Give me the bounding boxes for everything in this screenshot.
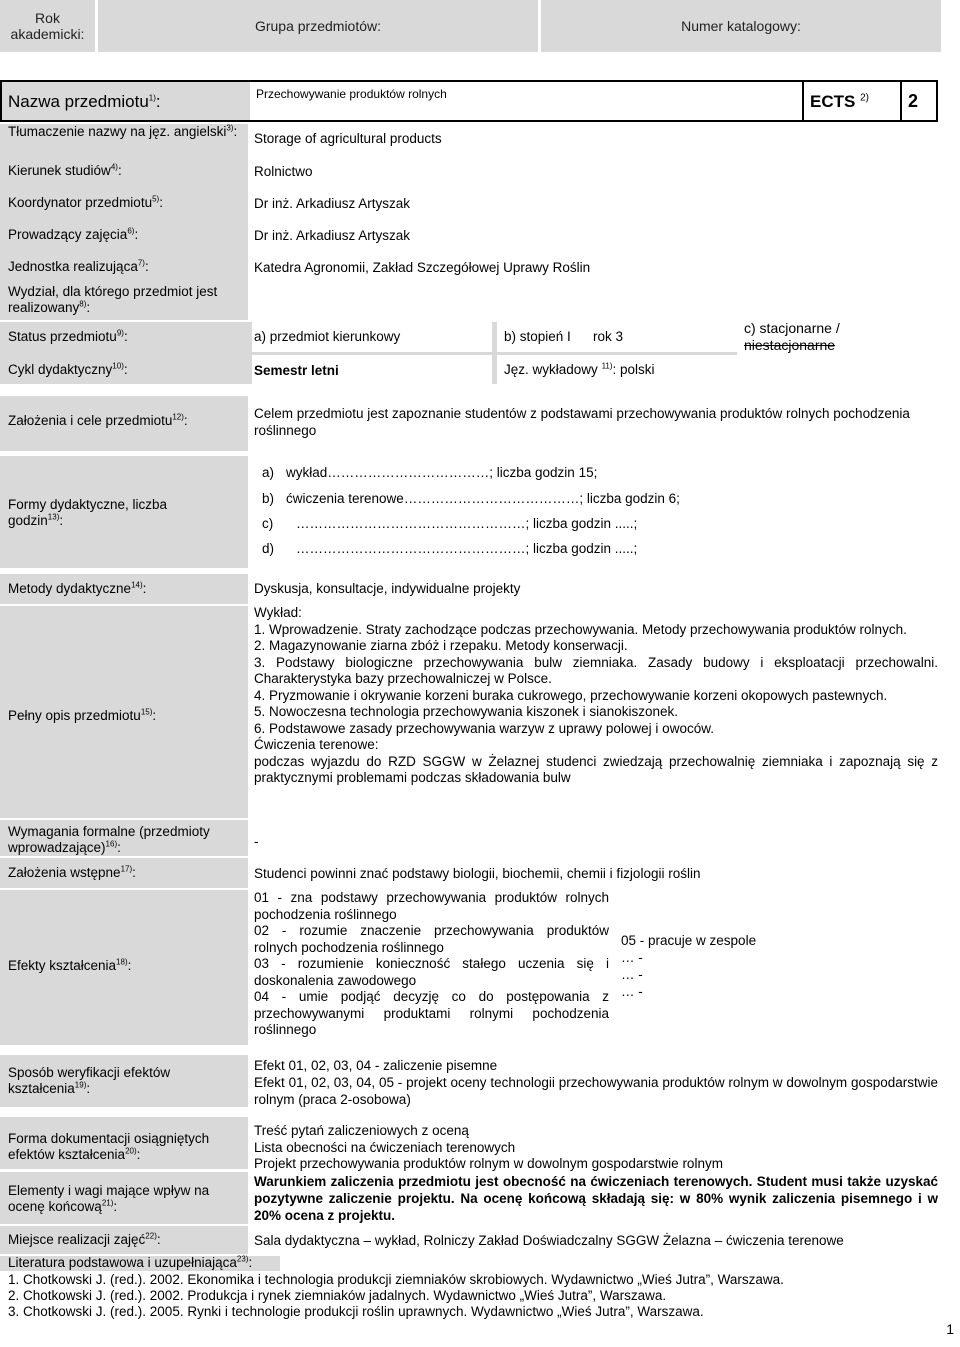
status-c: c) stacjonarne / niestacjonarne <box>744 320 840 353</box>
literatura-item: 3. Chotkowski J. (red.). 2005. Rynki i technologie produkcji roślin uprawnych. Wydawnictwo „Wieś Jutra”, Warszawa. <box>8 1304 704 1319</box>
efekt-item: 03 - rozumienie konieczność stałego uczenia się i doskonalenia zawodowego <box>254 956 609 988</box>
kierunek-value: Rolnictwo <box>254 164 313 179</box>
miejsce-label: Miejsce realizacji zajęć$^{22)}$: <box>8 1231 161 1247</box>
course-name-label: Nazwa przedmiotu$^{1)}$: <box>8 92 161 111</box>
opis-line: Wykład: <box>254 605 302 620</box>
rok-label: Rok akademicki: <box>10 10 85 42</box>
prowadzacy-label: Prowadzący zajęcia$^{6)}$: <box>8 226 139 242</box>
course-name-value: Przechowywanie produktów rolnych <box>256 87 447 101</box>
wydzial-label: Wydział, dla którego przedmiot jest realizowany$^{8)}$: <box>8 284 218 315</box>
efekt-item: … - <box>621 967 643 982</box>
literatura-label: Literatura podstawowa i uzupełniająca$^{23)}$: <box>8 1254 253 1270</box>
dokumentacja-text <box>254 1123 723 1173</box>
prowadzacy-value: Dr inż. Arkadiusz Artyszak <box>254 228 411 243</box>
formy-item: a) wykład………………………………; liczba godzin 15; <box>262 465 598 480</box>
dokumentacja-line: Lista obecności na ćwiczeniach terenowych <box>254 1139 516 1155</box>
elementy-value: Warunkiem zaliczenia przedmiotu jest obecność na ćwiczeniach terenowych. Student musi także uzyskać pozytywne zaliczenie projektu. Na ocenę końcową składają się: w 80% wynik zaliczenia pisemnego i w 20% ocena z projektu. <box>254 1174 938 1223</box>
opis-line: 1. Wprowadzenie. Straty zachodzące podczas przechowywania. Metody przechowywania produktów rolnych. <box>254 621 907 637</box>
literatura-item: 1. Chotkowski J. (red.). 2002. Ekonomika i technologia produkcji ziemniaków skrobiowych. Wydawnictwo „Wieś Jutra”, Warszawa. <box>8 1272 784 1287</box>
cykl-label: Cykl dydaktyczny$^{10)}$: <box>8 361 128 377</box>
status-label: Status przedmiotu$^{9)}$: <box>8 328 128 344</box>
formy-item: c) ……………………………………………; liczba godzin .....; <box>262 516 638 531</box>
weryfikacja-text <box>254 1057 938 1108</box>
weryfikacja-label: Sposób weryfikacji efektów kształcenia$^{19)}$: <box>8 1065 171 1096</box>
miejsce-value: Sala dydaktyczna – wykład, Rolniczy Zakład Doświadczalny SGGW Żelazna – ćwiczenia terenowe <box>254 1233 844 1248</box>
efekty-label: Efekty kształcenia$^{18)}$: <box>8 957 132 973</box>
efekt-item: … - <box>621 984 643 999</box>
status-c-struck: niestacjonarne <box>744 337 836 353</box>
metody-value: Dyskusja, konsultacje, indywidualne projekty <box>254 581 521 596</box>
zalozenia-wstepne-label: Założenia wstępne$^{17)}$: <box>8 864 136 880</box>
weryfikacja-line: Efekt 01, 02, 03, 04 - zaliczenie pisemne <box>254 1058 498 1073</box>
literatura-list <box>8 1272 784 1320</box>
opis-label: Pełny opis przedmiotu$^{15)}$: <box>8 707 157 723</box>
formy-item: b) ćwiczenia terenowe…………………………………; liczba godzin 6; <box>262 491 680 506</box>
efekt-item: 01 - zna podstawy przechowywania produktów rolnych pochodzenia roślinnego <box>254 890 609 922</box>
header-rok <box>0 0 95 52</box>
efekt-item: 04 - umie podjąć decyzję co do postępowania z przechowywanymi produktami rolnymi pochodzenia roślinnego <box>254 989 609 1037</box>
zalozenia-value: Celem przedmiotu jest zapoznanie studentów z podstawami przechowywania produktów rolnych pochodzenia roślinnego <box>254 406 910 438</box>
dokumentacja-line: Treść pytań zaliczeniowych z oceną <box>254 1123 469 1138</box>
header-numer <box>541 0 941 52</box>
grupa-label: Grupa przedmiotów: <box>254 18 382 34</box>
efekt-item: … - <box>621 950 643 965</box>
efekt-item: 05 - pracuje w zespole <box>621 933 757 948</box>
zalozenia-wstepne-value: Studenci powinni znać podstawy biologii, biochemii, chemii i fizjologii roślin <box>254 866 701 881</box>
wymagania-label: Wymagania formalne (przedmioty wprowadzające)$^{16)}$: <box>8 824 210 855</box>
formy-item: d) ……………………………………………; liczba godzin .....; <box>262 541 638 556</box>
efekty-left <box>254 890 609 1039</box>
ects-label: ECTS $^{2)}$ <box>810 92 869 111</box>
status-rok: rok 3 <box>593 329 624 344</box>
cykl-value: Semestr letni <box>254 363 339 378</box>
opis-line: Ćwiczenia terenowe: <box>254 737 379 752</box>
weryfikacja-line: Efekt 01, 02, 03, 04, 05 - projekt oceny technologii przechowywania produktów rolnym w dowolnym gospodarstwie rolnym (praca 2-osobowa) <box>254 1075 938 1107</box>
kierunek-label: Kierunek studiów$^{4)}$: <box>8 162 122 178</box>
opis-line: 2. Magazynowanie ziarna zbóż i rzepaku. Metody konserwacji. <box>254 638 628 653</box>
koordynator-label: Koordynator przedmiotu$^{5)}$: <box>8 194 163 210</box>
jednostka-value: Katedra Agronomii, Zakład Szczegółowej Uprawy Roślin <box>254 260 591 275</box>
dokumentacja-line: Projekt przechowywania produktów rolnym w dowolnym gospodarstwie rolnym <box>254 1156 723 1171</box>
opis-line: 5. Nowoczesna technologia przechowywania kiszonek i sianokiszonek. <box>254 704 678 719</box>
status-b: b) stopień I <box>504 329 571 344</box>
elementy-label: Elementy i wagi mające wpływ na ocenę końcową$^{21)}$: <box>8 1183 210 1214</box>
ects-value: 2 <box>908 91 919 111</box>
metody-label: Metody dydaktyczne$^{14)}$: <box>8 580 147 596</box>
opis-line: 6. Podstawowe zasady przechowywania warzyw z uprawy polowej i owoców. <box>254 720 714 736</box>
numer-label: Numer katalogowy: <box>681 18 801 34</box>
course-name-row <box>0 80 938 122</box>
page-number: 1 <box>946 1321 954 1337</box>
efekt-item: 02 - rozumie znaczenie przechowywania produktów rolnych pochodzenia roślinnego <box>254 923 609 955</box>
opis-line: 4. Pryzmowanie i okrywanie korzeni buraka cukrowego, przechowywanie korzeni okopowych pastewnych. <box>254 687 888 703</box>
koordynator-value: Dr inż. Arkadiusz Artyszak <box>254 196 411 211</box>
jez: Jęz. wykładowy $^{11)}$: polski <box>504 361 655 377</box>
english-label: Tłumaczenie nazwy na jęz. angielski$^{3)}$: <box>8 123 238 139</box>
opis-line: podczas wyjazdu do RZD SGGW w Żelaznej studenci zwiedzają przechowalnię ziemniaka i zapoznają się z praktycznymi problemami podczas składowania bulw <box>254 753 938 785</box>
zalozenia-label: Założenia i cele przedmiotu$^{12)}$: <box>8 412 188 428</box>
opis-text <box>254 605 938 787</box>
dokumentacja-label: Forma dokumentacji osiągniętych efektów kształcenia$^{20)}$: <box>8 1131 210 1162</box>
literatura-item: 2. Chotkowski J. (red.). 2002. Produkcja i rynek ziemniaków jadalnych. Wydawnictwo „Wieś Jutra”, Warszawa. <box>8 1288 667 1303</box>
status-a: a) przedmiot kierunkowy <box>254 329 401 344</box>
english-value: Storage of agricultural products <box>254 131 442 146</box>
opis-line: 3. Podstawy biologiczne przechowywania bulw ziemniaka. Zasady budowy i eksploatacji przechowalni. Charakterystyka bazy przechowalniczej w Polsce. <box>254 654 938 686</box>
header-grupa <box>98 0 538 52</box>
formy-label: Formy dydaktyczne, liczba godzin$^{13)}$: <box>8 497 168 528</box>
jednostka-label: Jednostka realizująca$^{7)}$: <box>8 258 149 274</box>
wymagania-value: - <box>254 834 259 849</box>
efekty-right <box>621 932 756 1000</box>
